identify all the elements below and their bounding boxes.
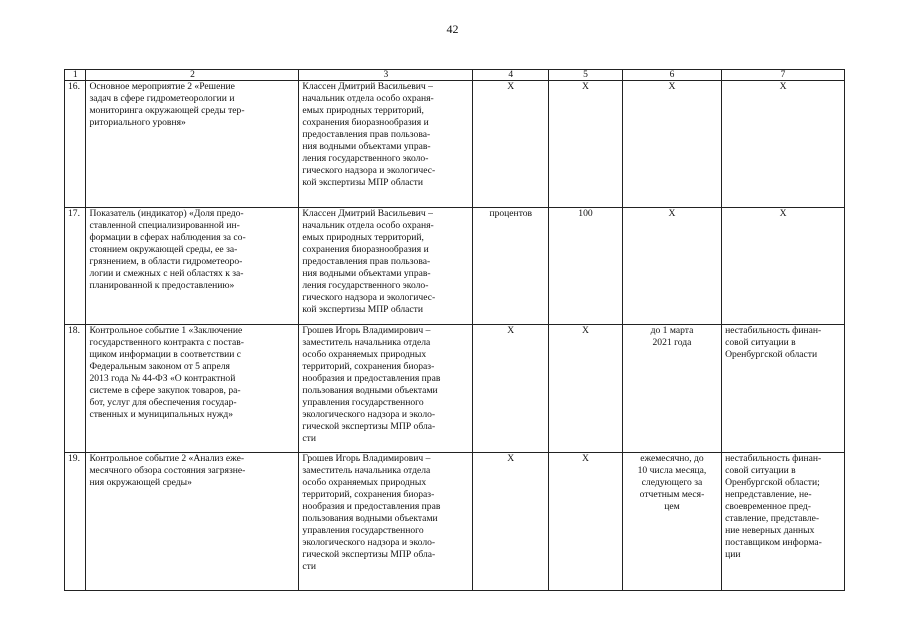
name-line: Контрольное событие 1 «Заключение	[89, 325, 243, 336]
deadline-cell	[622, 453, 721, 591]
unit-value: X	[507, 81, 515, 92]
name-line: системе в сфере закупок товаров, ра-	[89, 385, 241, 396]
unit-cell	[473, 81, 549, 208]
responsible-line: предоставления прав пользова-	[302, 256, 431, 267]
deadline-cell	[622, 81, 721, 208]
responsible-line: сти	[302, 561, 316, 572]
deadline-line: ежемесячно, до	[640, 453, 704, 464]
responsible-line: предоставления прав пользова-	[302, 129, 431, 140]
risks-line: ставление, представле-	[725, 513, 820, 524]
name-line: грязнением, в области гидрометеоро-	[89, 256, 243, 267]
responsible-line: территорий, сохранения биораз-	[302, 489, 435, 500]
responsible-line: экологического надзора и эколо-	[302, 409, 436, 420]
value-cell	[549, 453, 623, 591]
responsible-line: нообразия и предоставления прав	[302, 501, 441, 512]
measure-name-cell	[86, 208, 299, 325]
table-header-row	[65, 70, 845, 81]
name-line: ставленной специализированной ин-	[89, 220, 240, 231]
responsible-line: Грошев Игорь Владимирович –	[302, 325, 431, 336]
responsible-line: емых природных территорий,	[302, 105, 424, 116]
header-cell: 1	[65, 70, 86, 81]
table-row	[65, 208, 845, 325]
responsible-line: заместитель начальника отдела	[302, 465, 431, 476]
row-number-cell	[65, 81, 86, 208]
name-line: щиком информации в соответствии с	[89, 349, 242, 360]
value-cell	[549, 81, 623, 208]
risks-line: совой ситуации в	[725, 465, 796, 476]
responsible-line: Классен Дмитрий Васильевич –	[302, 208, 433, 219]
page-number: 42	[446, 22, 459, 36]
target-value: X	[582, 453, 589, 464]
measure-name-cell	[86, 81, 299, 208]
responsible-line: заместитель начальника отдела	[302, 337, 431, 348]
unit-cell	[473, 208, 549, 325]
risks-line: ции	[725, 549, 741, 560]
row-number: 18.	[68, 325, 80, 336]
responsible-cell	[299, 453, 473, 591]
name-line: бот, услуг для обеспечения государ-	[89, 397, 237, 408]
deadline-line: 10 числа месяца,	[637, 465, 707, 476]
deadline-line: до 1 марта	[650, 325, 694, 336]
name-line: мониторинга окружающей среды тер-	[89, 105, 245, 116]
responsible-line: управления государственного	[302, 525, 424, 536]
responsible-line: нообразия и предоставления прав	[302, 373, 441, 384]
risks-line: X	[779, 208, 787, 219]
value-cell	[549, 208, 623, 325]
responsible-line: кой экспертизы МПР области	[302, 177, 423, 188]
header-cell: 2	[86, 70, 299, 81]
risks-line: нестабильность финан-	[725, 453, 822, 464]
name-line: логии и смежных с ней областях к за-	[89, 268, 244, 279]
responsible-line: сохранения биоразнообразия и	[302, 244, 429, 255]
risks-line: X	[779, 81, 787, 92]
responsible-line: управления государственного	[302, 397, 424, 408]
row-number: 19.	[68, 453, 80, 464]
risks-line: своевременное пред-	[725, 501, 811, 512]
header-cell: 7	[722, 70, 845, 81]
name-line: ственных и муниципальных нужд»	[89, 409, 234, 420]
target-value: 100	[578, 208, 593, 219]
unit-cell	[473, 325, 549, 453]
deadline-line: следующего за	[641, 477, 703, 488]
table-row	[65, 325, 845, 453]
responsible-line: гического надзора и экологичес-	[302, 165, 436, 176]
responsible-cell	[299, 325, 473, 453]
risks-line: совой ситуации в	[725, 337, 796, 348]
responsible-line: Грошев Игорь Владимирович –	[302, 453, 431, 464]
measure-name-cell	[86, 325, 299, 453]
responsible-line: гической экспертизы МПР обла-	[302, 421, 436, 432]
name-line: планированной к предоставлению»	[89, 280, 235, 291]
row-number-cell	[65, 453, 86, 591]
responsible-line: Классен Дмитрий Васильевич –	[302, 81, 433, 92]
deadline-line: X	[668, 81, 676, 92]
responsible-cell	[299, 81, 473, 208]
risks-cell	[722, 453, 845, 591]
unit-cell	[473, 453, 549, 591]
responsible-line: кой экспертизы МПР области	[302, 304, 423, 315]
responsible-line: экологического надзора и эколо-	[302, 537, 436, 548]
risks-line: непредставление, не-	[725, 489, 812, 500]
target-value: X	[582, 81, 589, 92]
responsible-line: гического надзора и экологичес-	[302, 292, 436, 303]
name-line: ния окружающей среды»	[89, 477, 192, 488]
header-cell: 6	[622, 70, 721, 81]
deadline-cell	[622, 208, 721, 325]
name-line: 2013 года № 44-ФЗ «О контрактной	[89, 373, 236, 384]
responsible-line: сохранения биоразнообразия и	[302, 117, 429, 128]
risks-line: поставщиком информа-	[725, 537, 822, 548]
row-number: 17.	[68, 208, 80, 219]
responsible-line: ния водными объектами управ-	[302, 141, 431, 152]
responsible-line: ления государственного эколо-	[302, 153, 429, 164]
risks-cell	[722, 208, 845, 325]
responsible-line: начальник отдела особо охраня-	[302, 93, 434, 104]
risks-line: Оренбургской области	[725, 349, 818, 360]
deadline-cell	[622, 325, 721, 453]
value-cell	[549, 325, 623, 453]
name-line: месячного обзора состояния загрязне-	[89, 465, 246, 476]
responsible-line: особо охраняемых природных	[302, 349, 427, 360]
deadline-line: 2021 года	[652, 337, 692, 348]
name-line: задач в сфере гидрометеорологии и	[89, 93, 235, 104]
responsible-line: емых природных территорий,	[302, 232, 424, 243]
responsible-cell	[299, 208, 473, 325]
header-cell: 3	[299, 70, 473, 81]
responsible-line: ления государственного эколо-	[302, 280, 429, 291]
name-line: Контрольное событие 2 «Анализ еже-	[89, 453, 245, 464]
target-value: X	[582, 325, 589, 336]
name-line: Показатель (индикатор) «Доля предо-	[89, 208, 244, 219]
header-cell: 5	[549, 70, 623, 81]
responsible-line: пользования водными объектами	[302, 513, 438, 524]
risks-cell	[722, 325, 845, 453]
responsible-line: сти	[302, 433, 316, 444]
measures-table	[64, 69, 845, 591]
responsible-line: ния водными объектами управ-	[302, 268, 431, 279]
deadline-line: X	[668, 208, 676, 219]
unit-value: процентов	[489, 208, 533, 219]
unit-value: X	[507, 453, 515, 464]
header-cell: 4	[473, 70, 549, 81]
name-line: Федеральным законом от 5 апреля	[89, 361, 230, 372]
name-line: государственного контракта с постав-	[89, 337, 244, 348]
responsible-line: пользования водными объектами	[302, 385, 438, 396]
unit-value: X	[507, 325, 515, 336]
row-number: 16.	[68, 81, 80, 92]
deadline-line: цем	[664, 501, 680, 512]
responsible-line: начальник отдела особо охраня-	[302, 220, 434, 231]
name-line: формации в сферах наблюдения за со-	[89, 232, 246, 243]
name-line: стоянием окружающей среды, ее за-	[89, 244, 238, 255]
responsible-line: территорий, сохранения биораз-	[302, 361, 435, 372]
row-number-cell	[65, 325, 86, 453]
name-line: риториального уровня»	[89, 117, 186, 128]
row-number-cell	[65, 208, 86, 325]
table-row	[65, 453, 845, 591]
name-line: Основное мероприятие 2 «Решение	[89, 81, 235, 92]
table-row	[65, 81, 845, 208]
responsible-line: особо охраняемых природных	[302, 477, 427, 488]
deadline-line: отчетным меся-	[639, 489, 705, 500]
risks-line: ние неверных данных	[725, 525, 815, 536]
risks-line: Оренбургской области;	[725, 477, 820, 488]
risks-cell	[722, 81, 845, 208]
responsible-line: гической экспертизы МПР обла-	[302, 549, 436, 560]
risks-line: нестабильность финан-	[725, 325, 822, 336]
measure-name-cell	[86, 453, 299, 591]
